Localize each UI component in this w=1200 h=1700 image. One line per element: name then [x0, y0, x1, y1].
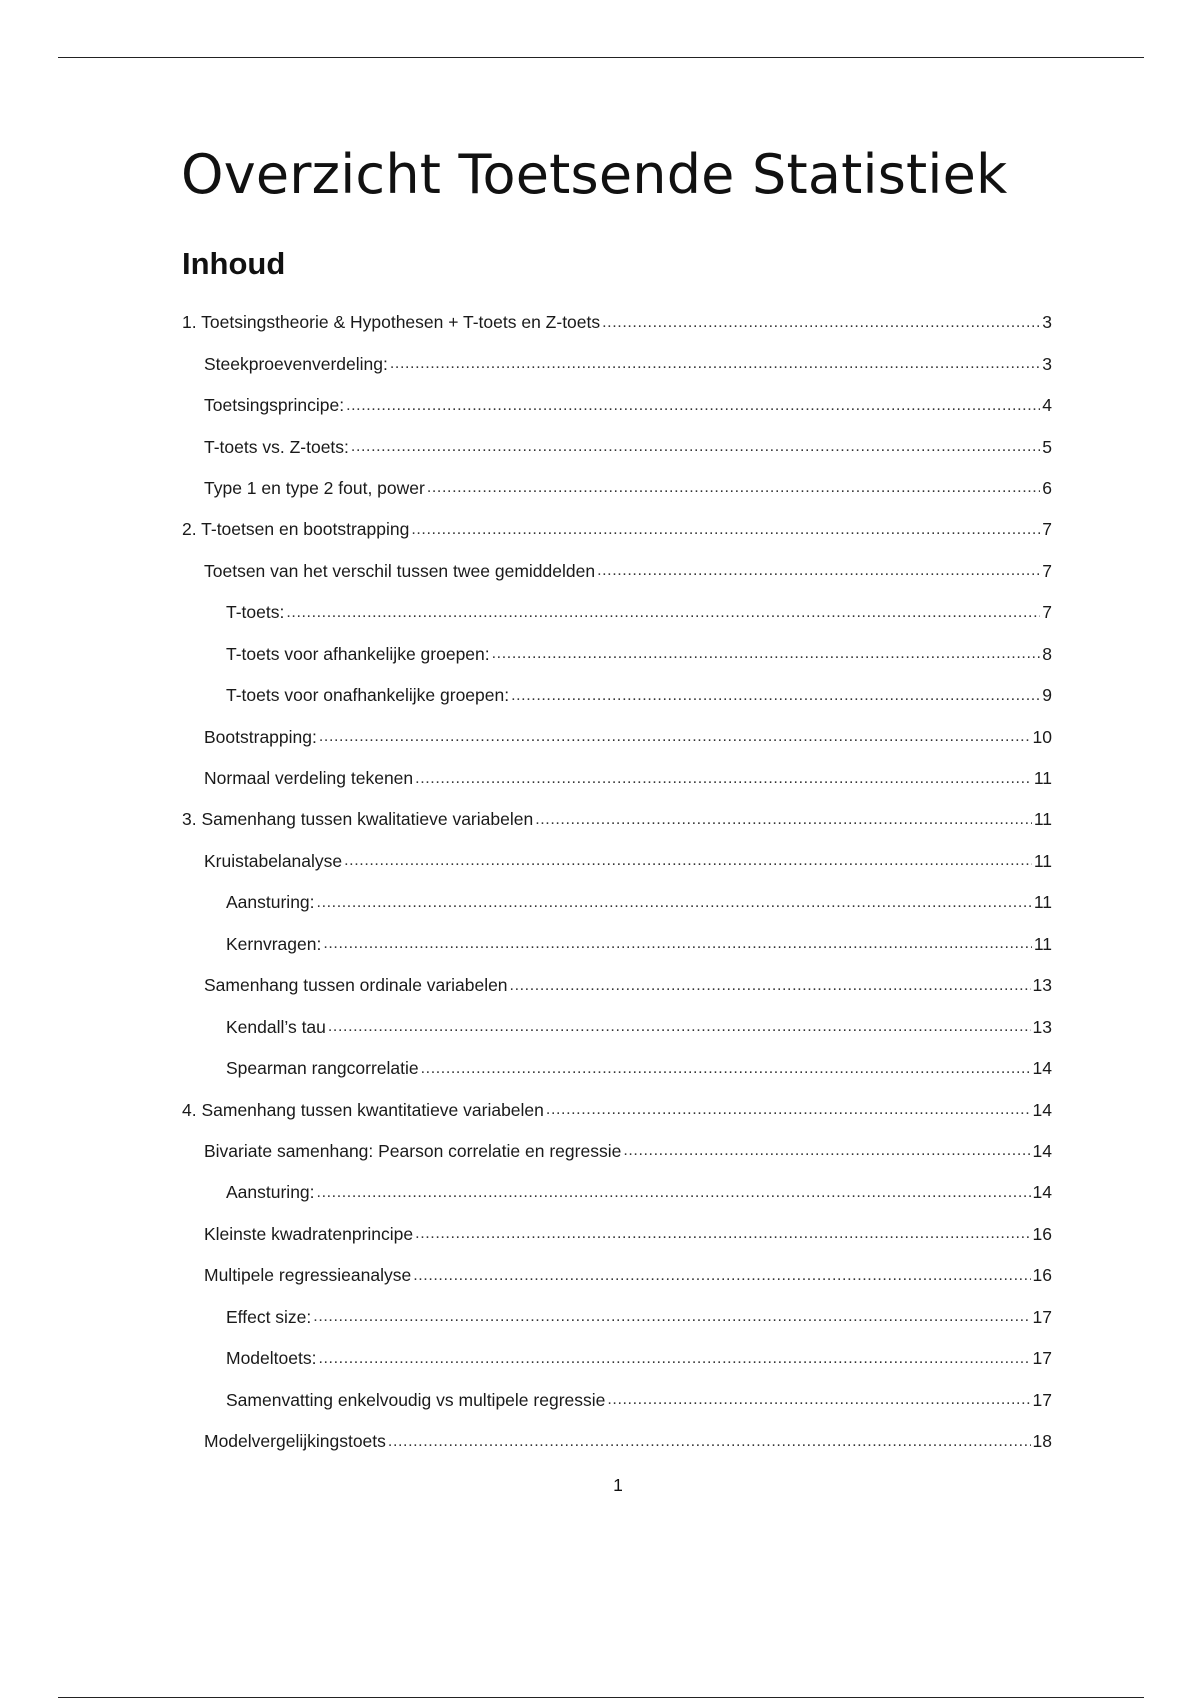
toc-entry[interactable] — [182, 592, 1052, 633]
toc-dot-leader — [411, 521, 1040, 539]
toc-entry-page: 17 — [1032, 1348, 1052, 1369]
toc-entry-page: 3 — [1042, 353, 1052, 374]
toc-dot-leader — [415, 770, 1032, 788]
toc-entry-label: Modeltoets: — [226, 1348, 317, 1369]
footer-rule — [58, 1697, 1144, 1698]
toc-dot-leader — [344, 852, 1032, 870]
toc-dot-leader — [602, 314, 1040, 332]
toc-entry-page: 14 — [1032, 1099, 1052, 1120]
toc-entry-label: Modelvergelijkingstoets — [204, 1431, 386, 1452]
toc-entry-page: 9 — [1042, 685, 1052, 706]
toc-entry-page: 10 — [1032, 726, 1052, 747]
toc-entry[interactable] — [182, 302, 1052, 343]
toc-entry-page: 8 — [1042, 643, 1052, 664]
toc-entry-page: 4 — [1042, 395, 1052, 416]
toc-entry[interactable] — [182, 1172, 1052, 1213]
toc-entry[interactable] — [182, 426, 1052, 467]
toc-entry-page: 11 — [1033, 850, 1052, 871]
toc-entry[interactable] — [182, 343, 1052, 384]
toc-entry-label: Toetsen van het verschil tussen twee gemiddelden — [204, 560, 596, 581]
toc-entry-page: 6 — [1042, 477, 1052, 498]
toc-entry-page: 7 — [1042, 519, 1052, 540]
toc-dot-leader — [492, 645, 1041, 663]
toc-entry[interactable] — [182, 1214, 1052, 1255]
toc-dot-leader — [413, 1267, 1030, 1285]
toc-dot-leader — [286, 604, 1040, 622]
toc-entry-label: Spearman rangcorrelatie — [226, 1058, 419, 1079]
toc-entry-page: 5 — [1042, 436, 1052, 457]
toc-dot-leader — [511, 687, 1040, 705]
toc-dot-leader — [328, 1018, 1031, 1036]
toc-entry-page: 13 — [1032, 1016, 1052, 1037]
toc-dot-leader — [346, 397, 1040, 415]
toc-entry[interactable] — [182, 758, 1052, 799]
document-title: Overzicht Toetsende Statistiek — [181, 143, 1008, 206]
toc-entry-page: 11 — [1033, 933, 1052, 954]
toc-entry[interactable] — [182, 1338, 1052, 1379]
toc-entry[interactable] — [182, 468, 1052, 509]
toc-dot-leader — [607, 1391, 1030, 1409]
toc-dot-leader — [623, 1142, 1030, 1160]
toc-dot-leader — [546, 1101, 1031, 1119]
toc-entry[interactable] — [182, 1006, 1052, 1047]
toc-entry-page: 11 — [1033, 768, 1052, 789]
toc-entry-label: T-toets voor afhankelijke groepen: — [226, 643, 490, 664]
page-number: 1 — [613, 1475, 623, 1495]
toc-entry[interactable] — [182, 882, 1052, 923]
toc-dot-leader — [323, 935, 1031, 953]
toc-entry-page: 11 — [1033, 892, 1052, 913]
toc-entry[interactable] — [182, 675, 1052, 716]
toc-entry[interactable] — [182, 1089, 1052, 1130]
toc-entry-label: Aansturing: — [226, 1182, 315, 1203]
toc-entry-page: 7 — [1042, 560, 1052, 581]
toc-entry-label: Kruistabelanalyse — [204, 850, 343, 871]
toc-entry-page: 3 — [1042, 312, 1052, 333]
toc-entry-page: 18 — [1032, 1431, 1052, 1452]
toc-entry[interactable] — [182, 841, 1052, 882]
toc-entry[interactable] — [182, 385, 1052, 426]
toc-entry[interactable] — [182, 551, 1052, 592]
toc-entry[interactable] — [182, 1297, 1052, 1338]
toc-entry[interactable] — [182, 1421, 1052, 1462]
toc-entry-page: 11 — [1033, 809, 1052, 830]
toc-dot-leader — [510, 977, 1031, 995]
toc-dot-leader — [597, 562, 1040, 580]
toc-dot-leader — [427, 479, 1040, 497]
toc-entry-label: Samenvatting enkelvoudig vs multipele regressie — [226, 1389, 606, 1410]
toc-entry-label: Multipele regressieanalyse — [204, 1265, 412, 1286]
toc-entry-label: Normaal verdeling tekenen — [204, 768, 414, 789]
toc-entry-page: 16 — [1032, 1265, 1052, 1286]
toc-entry-page: 16 — [1032, 1223, 1052, 1244]
toc-entry[interactable] — [182, 1379, 1052, 1420]
toc-entry-label: Samenhang tussen ordinale variabelen — [204, 975, 508, 996]
toc-entry[interactable] — [182, 965, 1052, 1006]
toc-entry-label: Kleinste kwadratenprincipe — [204, 1223, 414, 1244]
toc-entry[interactable] — [182, 1131, 1052, 1172]
toc-entry-label: Effect size: — [226, 1306, 312, 1327]
toc-dot-leader — [317, 894, 1032, 912]
toc-entry[interactable] — [182, 924, 1052, 965]
toc-entry-label: Toetsingsprincipe: — [204, 395, 345, 416]
toc-dot-leader — [319, 728, 1031, 746]
toc-entry-label: Bivariate samenhang: Pearson correlatie en regressie — [204, 1140, 622, 1161]
toc-entry[interactable] — [182, 634, 1052, 675]
toc-entry-label: 4. Samenhang tussen kwantitatieve variabelen — [182, 1099, 544, 1120]
toc-entry-label: Steekproevenverdeling: — [204, 353, 388, 374]
toc-dot-leader — [351, 438, 1040, 456]
toc-entry[interactable] — [182, 799, 1052, 840]
toc-entry-label: Kernvragen: — [226, 933, 322, 954]
header-rule — [58, 57, 1144, 58]
toc-entry[interactable] — [182, 1255, 1052, 1296]
toc-entry-label: 1. Toetsingstheorie & Hypothesen + T-toets en Z-toets — [182, 312, 601, 333]
toc-entry-page: 17 — [1032, 1389, 1052, 1410]
toc-entry-label: T-toets voor onafhankelijke groepen: — [226, 685, 510, 706]
toc-entry-page: 13 — [1032, 975, 1052, 996]
toc-entry-page: 14 — [1032, 1058, 1052, 1079]
toc-entry-label: T-toets vs. Z-toets: — [204, 436, 349, 457]
toc-dot-leader — [421, 1060, 1031, 1078]
toc-entry-label: Kendall’s tau — [226, 1016, 326, 1037]
toc-entry-page: 7 — [1042, 602, 1052, 623]
toc-entry[interactable] — [182, 716, 1052, 757]
toc-entry-label: Aansturing: — [226, 892, 315, 913]
toc-dot-leader — [535, 811, 1032, 829]
toc-dot-leader — [388, 1433, 1031, 1451]
toc-entry-label: 2. T-toetsen en bootstrapping — [182, 519, 410, 540]
toc-entry[interactable] — [182, 509, 1052, 550]
toc-entry-label: T-toets: — [226, 602, 285, 623]
toc-dot-leader — [318, 1350, 1030, 1368]
toc-dot-leader — [415, 1225, 1030, 1243]
toc-entry-label: 3. Samenhang tussen kwalitatieve variabelen — [182, 809, 534, 830]
toc-entry-label: Type 1 en type 2 fout, power — [204, 477, 425, 498]
toc-dot-leader — [313, 1308, 1030, 1326]
toc-dot-leader — [390, 355, 1040, 373]
toc-entry[interactable] — [182, 1048, 1052, 1089]
toc-entry-label: Bootstrapping: — [204, 726, 317, 747]
table-of-contents — [182, 302, 1052, 1462]
toc-heading: Inhoud — [182, 246, 286, 281]
toc-entry-page: 14 — [1032, 1182, 1052, 1203]
toc-entry-page: 14 — [1032, 1140, 1052, 1161]
toc-dot-leader — [317, 1184, 1031, 1202]
toc-entry-page: 17 — [1032, 1306, 1052, 1327]
